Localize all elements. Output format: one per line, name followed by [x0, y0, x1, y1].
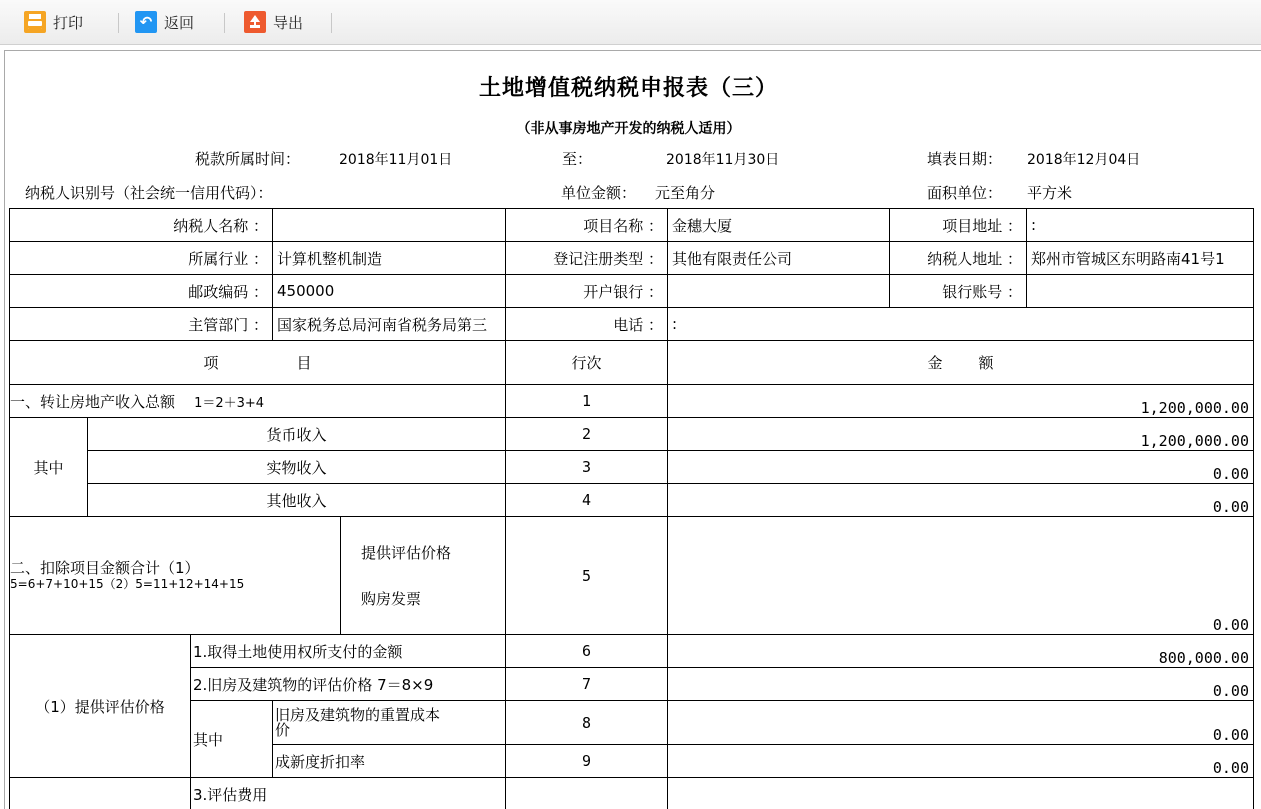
period-end: 2018年11月30日 — [666, 149, 779, 169]
table-row — [10, 668, 1254, 701]
reg-type-label: 登记注册类型 ： — [506, 242, 668, 275]
header-item-char-2: 目 — [297, 354, 312, 372]
export-icon — [244, 11, 266, 33]
row6-no: 6 — [506, 635, 668, 668]
phone-value: : — [668, 308, 1254, 341]
of-which-label: 其中 — [10, 418, 88, 517]
account-value — [1027, 275, 1254, 308]
row1-label-text: 一、转让房地产收入总额 — [10, 393, 175, 411]
back-label: 返回 — [164, 12, 194, 33]
unit-amount: 元至角分 — [655, 182, 715, 203]
authority-label: 主管部门 ： — [10, 308, 273, 341]
info-row — [10, 308, 1254, 341]
row5-label-text: 二、扣除项目金额合计（1） — [10, 560, 336, 576]
row7-amount: 0.00 — [668, 668, 1254, 701]
form-subtitle: （非从事房地产开发的纳税人适用） — [5, 118, 1252, 138]
row6-amount: 800,000.00 — [668, 635, 1254, 668]
bank-label: 开户银行 ： — [506, 275, 668, 308]
row5-formula: 5=6+7+10+15（2）5=11+12+14+15 — [10, 576, 336, 592]
authority-value: 国家税务总局河南省税务局第三 — [273, 308, 506, 341]
table-row — [10, 451, 1254, 484]
document-frame[interactable] — [4, 50, 1261, 809]
period-label: 税款所属时间： — [195, 148, 300, 169]
fill-date: 2018年12月04日 — [1027, 149, 1140, 169]
row10-label: 3.评估费用 — [191, 778, 506, 809]
table-row — [10, 385, 1254, 418]
row3-no: 3 — [506, 451, 668, 484]
row8-amount: 0.00 — [668, 701, 1254, 745]
phone-label: 电话 ： — [506, 308, 668, 341]
project-name-value: 金穗大厦 — [668, 209, 890, 242]
row2-label: 货币收入 — [88, 418, 506, 451]
row3-amount: 0.00 — [668, 451, 1254, 484]
row5-option-appraisal: 提供评估价格 — [361, 543, 501, 563]
table-row — [10, 418, 1254, 451]
row5-label — [10, 517, 341, 635]
header-row-no: 行次 — [506, 341, 668, 385]
export-label: 导出 — [273, 12, 303, 33]
taxpayer-address-value: 郑州市管城区东明路南41号1 — [1027, 242, 1254, 275]
return-icon: ↶ — [135, 11, 157, 33]
row8-label-line1: 旧房及建筑物的重置成本 — [275, 708, 501, 723]
row9-no: 9 — [506, 745, 668, 778]
table-row — [10, 635, 1254, 668]
project-name-label: 项目名称 ： — [506, 209, 668, 242]
printer-icon — [24, 11, 46, 33]
of-which-label-2: 其中 — [191, 701, 273, 778]
taxpayer-address-label: 纳税人地址 ： — [890, 242, 1027, 275]
taxpayer-name-value — [273, 209, 506, 242]
toolbar — [0, 0, 1261, 45]
area-unit-label: 面积单位： — [927, 182, 1002, 203]
row6-label: 1.取得土地使用权所支付的金额 — [191, 635, 506, 668]
period-start: 2018年11月01日 — [339, 149, 452, 169]
unit-amount-label: 单位金额： — [561, 182, 636, 203]
postcode-value: 450000 — [273, 275, 506, 308]
export-button[interactable] — [244, 10, 303, 34]
table-header-row — [10, 341, 1254, 385]
row3-label: 实物收入 — [88, 451, 506, 484]
info-row — [10, 242, 1254, 275]
info-row — [10, 209, 1254, 242]
row9-label: 成新度折扣率 — [273, 745, 506, 778]
row7-label: 2.旧房及建筑物的评估价格 7＝8×9 — [191, 668, 506, 701]
account-label: 银行账号 ： — [890, 275, 1027, 308]
taxpayer-id-label: 纳税人识别号（社会统一信用代码）： — [25, 182, 273, 203]
row9-amount: 0.00 — [668, 745, 1254, 778]
industry-value: 计算机整机制造 — [273, 242, 506, 275]
row8-no: 8 — [506, 701, 668, 745]
toolbar-divider — [224, 13, 225, 33]
toolbar-divider — [331, 13, 332, 33]
row2-amount: 1,200,000.00 — [668, 418, 1254, 451]
project-address-value: : — [1027, 209, 1254, 242]
table-row — [10, 778, 1254, 809]
fill-date-label: 填表日期： — [927, 148, 1002, 169]
row4-amount: 0.00 — [668, 484, 1254, 517]
tax-form-sheet — [5, 51, 1261, 809]
table-row — [10, 517, 1254, 635]
header-amount-char-2: 额 — [979, 354, 994, 372]
row1-no: 1 — [506, 385, 668, 418]
info-row — [10, 275, 1254, 308]
row5-options — [341, 517, 506, 635]
bank-value — [668, 275, 890, 308]
project-address-label: 项目地址 ： — [890, 209, 1027, 242]
row8-label-line2: 价 — [275, 723, 501, 738]
group1-label: （1）提供评估价格 — [10, 635, 191, 778]
row1-formula: 1＝2＋3+4 — [194, 396, 264, 411]
row1-amount: 1,200,000.00 — [668, 385, 1254, 418]
header-amount-char-1: 金 — [927, 354, 942, 372]
to-label: 至： — [562, 148, 592, 169]
area-unit: 平方米 — [1027, 182, 1072, 203]
toolbar-divider — [118, 13, 119, 33]
row5-option-invoice: 购房发票 — [361, 589, 501, 609]
header-item — [10, 341, 506, 385]
print-label: 打印 — [53, 12, 83, 33]
print-button[interactable] — [24, 10, 83, 34]
form-title: 土地增值税纳税申报表（三） — [5, 71, 1252, 102]
row8-label — [273, 701, 506, 745]
declaration-table — [9, 208, 1254, 809]
row5-amount: 0.00 — [668, 517, 1254, 635]
row4-no: 4 — [506, 484, 668, 517]
header-amount — [668, 341, 1254, 385]
table-row — [10, 484, 1254, 517]
row4-label: 其他收入 — [88, 484, 506, 517]
table-row — [10, 701, 1254, 745]
row1-label — [10, 385, 506, 418]
row5-no: 5 — [506, 517, 668, 635]
back-button[interactable] — [135, 10, 194, 34]
postcode-label: 邮政编码 ： — [10, 275, 273, 308]
industry-label: 所属行业 ： — [10, 242, 273, 275]
row7-no: 7 — [506, 668, 668, 701]
row2-no: 2 — [506, 418, 668, 451]
taxpayer-name-label: 纳税人名称 ： — [10, 209, 273, 242]
reg-type-value: 其他有限责任公司 — [668, 242, 890, 275]
header-item-char-1: 项 — [203, 354, 218, 372]
